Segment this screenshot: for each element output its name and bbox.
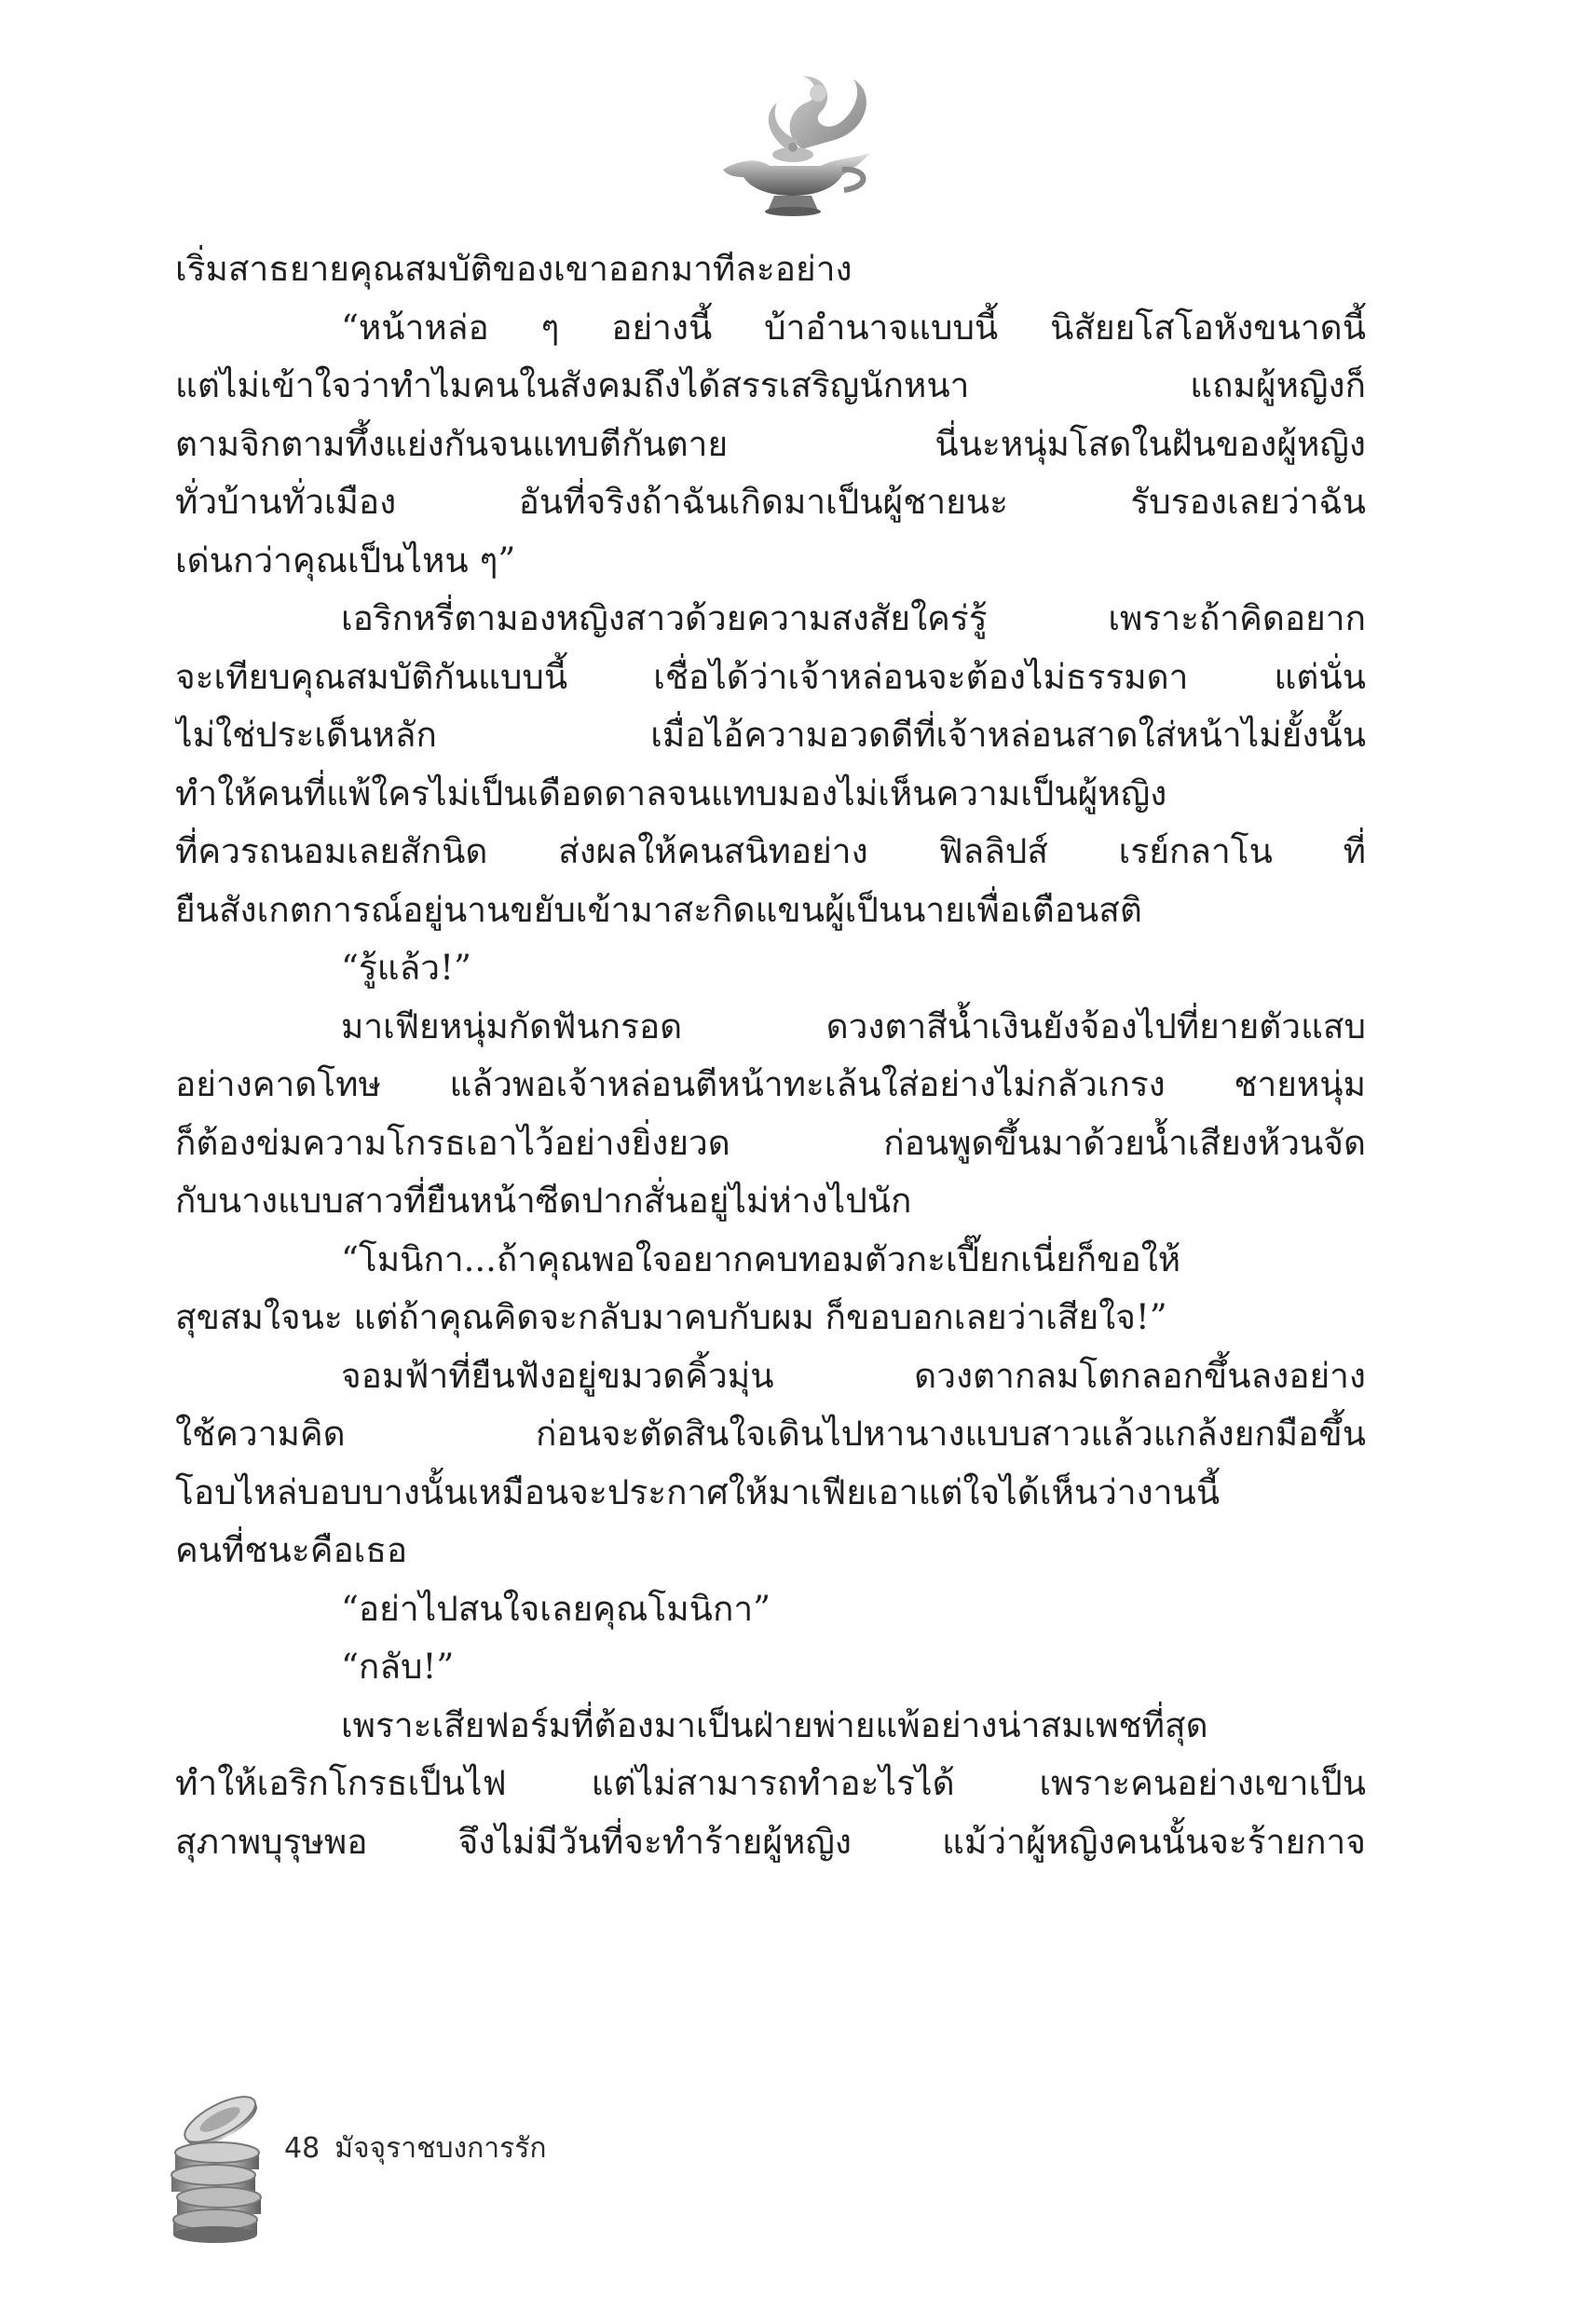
page-number: 48 (284, 2132, 321, 2165)
text-line: ทำให้เอริกโกรธเป็นไฟ แต่ไม่สามารถทำอะไรได้ เพราะคนอย่างเขาเป็น (175, 1763, 1366, 1803)
text-line: ยืนสังเกตการณ์อยู่นานขยับเข้ามาสะกิดแขนผู้เป็นนายเพื่อเตือนสติ (175, 889, 1142, 930)
paragraph (175, 1231, 1366, 1347)
text-line: กับนางแบบสาวที่ยืนหน้าซีดปากสั่นอยู่ไม่ห่างไปนัก (175, 1181, 912, 1221)
text-line: “กลับ!” (341, 1647, 455, 1687)
text-line: “โมนิกา...ถ้าคุณพอใจอยากคบทอมตัวกะเปี๊ยกเนี่ยก็ขอให้ (341, 1238, 1181, 1279)
text-line: จอมฟ้าที่ยืนฟังอยู่ขมวดคิ้วมุ่น ดวงตากลมโตกลอกขึ้นลงอย่าง (341, 1355, 1366, 1396)
text-line: “หน้าหล่อ ๆ อย่างนี้ บ้าอำนาจแบบนี้ นิสัยยโสโอหังขนาดนี้ (341, 307, 1366, 348)
text-line: อย่างคาดโทษ แล้วพอเจ้าหล่อนตีหน้าทะเล้นใส่อย่างไม่กลัวเกรง ชายหนุ่ม (175, 1064, 1366, 1104)
text-line: เริ่มสาธยายคุณสมบัติของเขาออกมาทีละอย่าง (175, 249, 853, 289)
paragraph (175, 1638, 1366, 1697)
paragraph (175, 1347, 1366, 1580)
text-line: ตามจิกตามทึ้งแย่งกันจนแทบตีกันตาย นี่นะหนุ่มโสดในฝันของผู้หญิง (175, 423, 1366, 464)
paragraph (175, 1697, 1366, 1872)
paragraph (175, 299, 1366, 591)
text-line: สุขสมใจนะ แต่ถ้าคุณคิดจะกลับมาคบกับผม ก็ขอบอกเลยว่าเสียใจ!” (175, 1297, 1167, 1337)
text-line: เด่นกว่าคุณเป็นไหน ๆ” (175, 540, 516, 581)
text-line: โอบไหล่บอบบางนั้นเหมือนจะประกาศให้มาเฟียเอาแต่ใจได้เห็นว่างานนี้ (175, 1471, 1221, 1512)
text-line: เพราะเสียฟอร์มที่ต้องมาเป็นฝ่ายพ่ายแพ้อย่างน่าสมเพชที่สุด (341, 1704, 1208, 1745)
text-line: คนที่ชนะคือเธอ (175, 1530, 408, 1570)
main-text (175, 240, 1366, 1871)
text-line: “อย่าไปสนใจเลยคุณโมนิกา” (341, 1588, 771, 1629)
paragraph (175, 590, 1366, 939)
text-line: มาเฟียหนุ่มกัดฟันกรอด ดวงตาสีน้ำเงินยังจ้องไปที่ยายตัวแสบ (341, 1005, 1366, 1046)
paragraph (175, 240, 1366, 299)
text-line: ใช้ความคิด ก่อนจะตัดสินใจเดินไปหานางแบบสาวแล้วแกล้งยกมือขึ้น (175, 1414, 1366, 1454)
paragraph (175, 939, 1366, 998)
book-title: มัจจุราชบงการรัก (334, 2132, 547, 2165)
text-line: จะเทียบคุณสมบัติกันแบบนี้ เชื่อได้ว่าเจ้าหล่อนจะต้องไม่ธรรมดา แต่นั่น (175, 656, 1366, 697)
poker-chips-icon (157, 2087, 278, 2246)
text-line: สุภาพบุรุษพอ จึงไม่มีวันที่จะทำร้ายผู้หญิง แม้ว่าผู้หญิงคนนั้นจะร้ายกาจ (175, 1821, 1366, 1862)
text-line: ไม่ใช่ประเด็นหลัก เมื่อไอ้ความอวดดีที่เจ้าหล่อนสาดใส่หน้าไม่ยั้งนั้น (175, 715, 1366, 755)
text-line: ที่ควรถนอมเลยสักนิด ส่งผลให้คนสนิทอย่าง ฟิลลิปส์ เรย์กลาโน ที่ (175, 831, 1366, 871)
text-line: ก็ต้องข่มความโกรธเอาไว้อย่างยิ่งยวด ก่อนพูดขึ้นมาด้วยน้ำเสียงห้วนจัด (175, 1122, 1366, 1163)
text-line: ทั่วบ้านทั่วเมือง อันที่จริงถ้าฉันเกิดมาเป็นผู้ชายนะ รับรองเลยว่าฉัน (175, 482, 1366, 522)
paragraph (175, 1580, 1366, 1639)
paragraph (175, 998, 1366, 1231)
footer-caption (284, 2126, 562, 2170)
genie-lamp-icon (704, 65, 891, 224)
page-footer (157, 2087, 716, 2246)
text-line: ทำให้คนที่แพ้ใครไม่เป็นเดือดดาลจนแทบมองไม่เห็นความเป็นผู้หญิง (175, 773, 1167, 814)
text-line: เอริกหรี่ตามองหญิงสาวด้วยความสงสัยใคร่รู้ เพราะถ้าคิดอยาก (341, 598, 1366, 638)
text-line: แต่ไม่เข้าใจว่าทำไมคนในสังคมถึงได้สรรเสริญนักหนา แถมผู้หญิงก็ (175, 365, 1366, 405)
text-line: “รู้แล้ว!” (341, 948, 471, 988)
